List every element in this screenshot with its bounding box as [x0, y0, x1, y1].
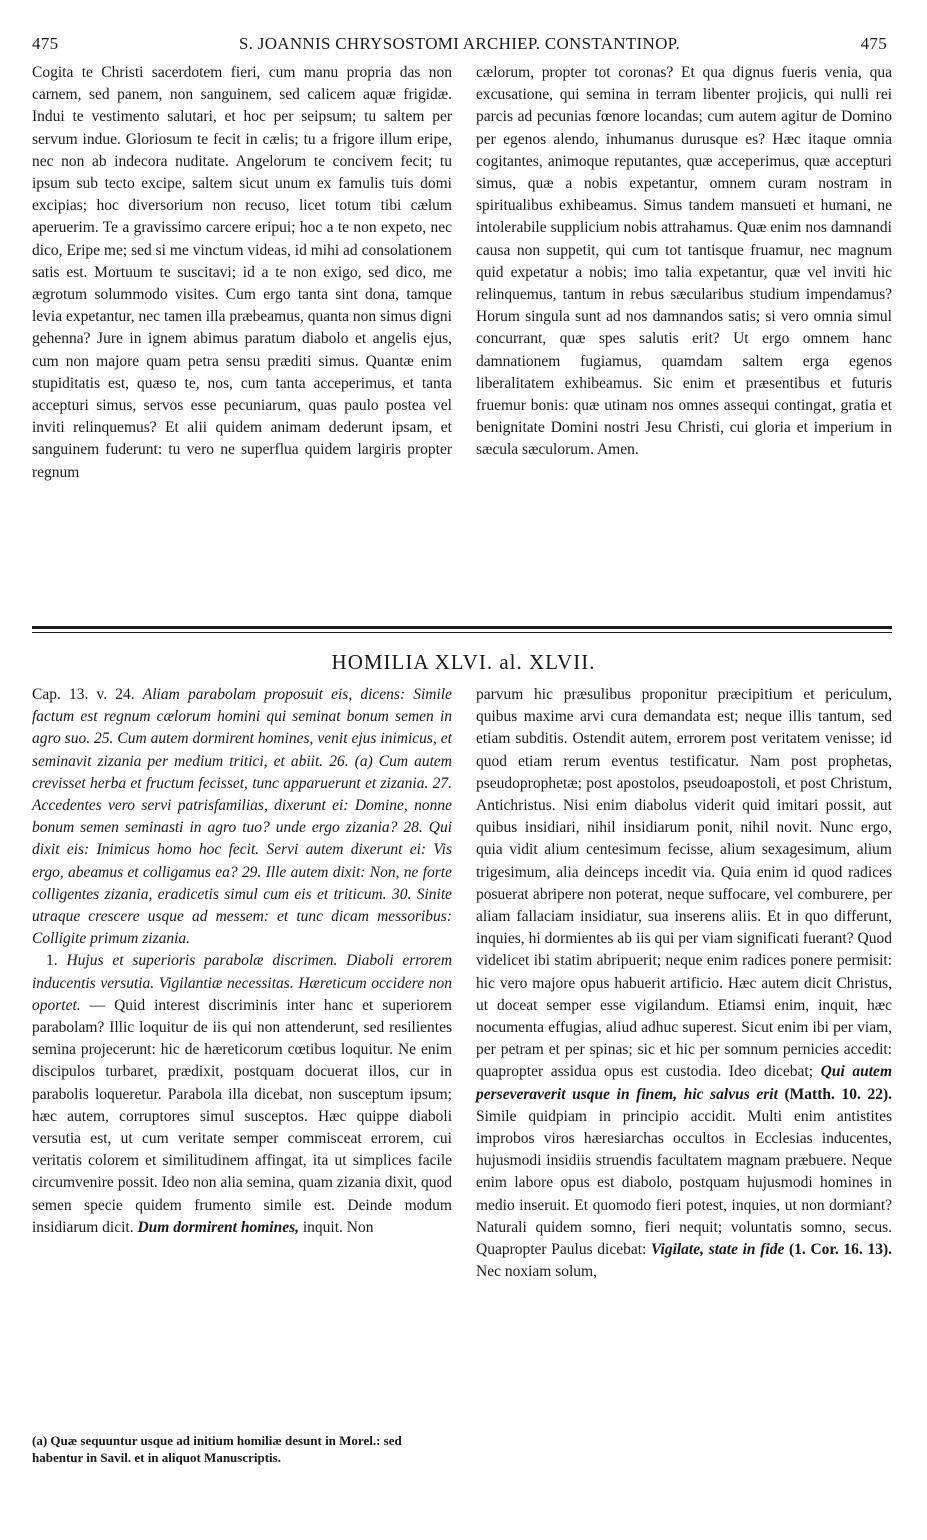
section-number: 1. [46, 952, 58, 970]
reference-matthew: (Matth. 10. 22). [784, 1085, 893, 1103]
section-body: — Quid interest discriminis inter hanc et superiorem parabolam? Illic loquitur de iis qui non attenderunt, sed resilientes semina projecerunt: hic de hæreticorum cœtibus loquitur. Ne enim discipulos turbaret, prædixit, postquam docuerat illos, cur in parabolis loqueretur. Parabola illa dicebat, non susceptum ipsum; hæc autem, corruptores simul susceptos. Hæc quippe diaboli versutia est, ut cum veritate semper commisceat errorem, cui veritatis colorem et similitudinem affingat, ita ut simplices facile circumvenire possit. Ideo non alia semina, quam zizania dixit, quod semen specie quidem frumento simile est. Deinde modum insidiarum dicit. [32, 996, 452, 1236]
page-number-left: 475 [32, 34, 59, 53]
bottom-right-column [476, 684, 892, 1283]
footnote: (a) Quæ sequuntur usque ad initium homiliæ desunt in Morel.: sed habentur in Savil. et in aliquot Manuscriptis. [32, 1433, 402, 1465]
reference-corinthians: (1. Cor. 16. 13). [789, 1241, 893, 1259]
section-divider [32, 626, 892, 629]
bottom-right-paragraph [476, 684, 892, 1283]
top-right-column [476, 62, 892, 462]
top-left-paragraph: Cogita te Christi sacerdotem fieri, cum manu propria das non carnem, sed panem, non sanguinem, sed calicem aquæ frigidæ. Indui te vestimento salutari, et hoc per seipsum; tu saltem per servum indue. Gloriosum te fecit in cælis; tu a frigore illum eripe, nec non ab indecora nuditate. Angelorum te concivem fecit; tu ipsum sub tecto excipe, saltem sicut unum ex famulis tuis domi excipias; hoc diversorium non recuso, licet totum tibi cælum aperuerim. Te a gravissimo carcere eripui; hoc a te non expeto, nec dico, Eripe me; sed si me vinctum videas, id mihi ad consolationem satis est. Mortuum te suscitavi; id a te non exigo, sed dico, me ægrotum solummodo visites. Cum ergo tanta sint dona, tamque levia expetantur, nec tamen illa præbeamus, quanta non simus digni gehenna? Jure in ignem abimus paratum diabolo et angelis ejus, cum non majore quam petra sensu præditi simus. Quantæ enim stupiditatis est, quæso te, nos, cum tanta acceperimus, et tanta accepturi simus, servos esse pecuniarum, quas paulo postea vel inviti relinquemus? Et alii quidem animam dederunt ipsam, et sanguinem fuderunt: tu vero ne superflua quidem largiris propter regnum [32, 64, 452, 481]
running-head [32, 34, 887, 56]
right-body-2: Simile quidpiam in principio accidit. Multi enim antistites improbos viros hæresiarchas occultos in Ecclesias inducentes, hujusmodi insidiis struendis facultatem magnam præbuere. Neque enim labore opus est diabolo, postquam hujusmodi homines in medio inseruit. Et quomodo fieri potest, inquies, ut non dormiant? Naturali quidem somno, fieri nequit; voluntatis somno, secus. Quapropter Paulus dicebat: [476, 1107, 892, 1259]
right-body-3: Nec noxiam solum, [476, 1263, 597, 1281]
right-body: parvum hic præsulibus proponitur præcipitium et periculum, quibus maxime arvi cura demandata est; neque illis tantum, sed etiam subditis. Ostendit autem, errorem post veritatem venisse; id quod etiam rerum eventus testificatur. Nam post prophetas, pseudoprophetæ; post apostolos, pseudoapostoli, et post Christum, Antichristus. Nisi enim diabolus viderit quid imitari possit, aut quibus insidiari, nihil insidiarum ponit, nihil novit. Nunc ergo, quia vidit alium centesimum fecisse, alium sexagesimum, alium trigesimum, alia deinceps incedit via. Quia enim id quod radices posuerat abripere non poterat, neque suffocare, vel comburere, per aliam fallaciam insidiatur, sua inserens aliis. Et in quo differunt, inquies, hi dormientes ab iis qui per viam significati fuerant? Quod videlicet ibi statim abripuerit; neque enim radices ponere permisit: hic vero majore opus habuerit artificio. Hæc autem dicit Christus, ut doceat semper esse vigilandum. Etiamsi enim, inquit, hæc nocumenta effugias, aliud adhuc superest. Sicut enim ibi per viam, per petram et per spinas; sic et hic per somnum pernicies accedit: quapropter assidua opus est custodia. Ideo dicebat; [476, 686, 892, 1081]
top-right-paragraph: cælorum, propter tot coronas? Et qua dignus fueris venia, qua excusatione, qui semina in terram libenter projicis, qui nulli rei parcis ad pecunias fœnore locandas; cum autem agitur de Domino per egenos alendo, inhumanus durusque es? Hæc itaque omnia cogitantes, animoque reputantes, quæ acceperimus, quæ accepturi simus, quæ a nobis expetantur, omnem curam nostram in spiritualibus exhibeamus. Simus tandem mansueti et humani, ne intolerabile supplicium nobis attrahamus. Quæ enim nos damnandi causa non suppetit, qui cum tot tantisque fruamur, nec magnum quid expetatur a nobis; imo talia expetantur, quæ vel inviti hic relinquemus, tantum in rebus sæcularibus studium impendamus? Horum singula sunt ad nos damnandos satis; si vero omnia simul concurrant, quæ spes salutis erit? Ut ergo omnem hanc damnationem fugiamus, quamdam saltem erga egenos liberalitatem exhibeamus. Sic enim et præsentibus et futuris fruemur bonis: quæ utinam nos omnes assequi contingat, gratia et benignitate Domini nostri Jesu Christi, cui gloria et imperium in sæcula sæculorum. Amen. [476, 64, 892, 459]
scripture-passage [32, 684, 452, 950]
section-summary [32, 950, 452, 1239]
chapter-verse-label: Cap. 13. v. 24. [32, 686, 135, 703]
scripture-text: Aliam parabolam proposuit eis, dicens: Simile factum est regnum cælorum homini qui seminat bonum semen in agro suo. 25. Cum autem dormirent homines, venit ejus inimicus, et seminavit zizania per medium tritici, et abiit. 26. (a) Cum autem crevisset herba et fructum fecisset, tunc apparuerunt et zizania. 27. Accedentes vero servi patrisfamilias, dixerunt ei: Domine, nonne bonum semen seminasti in agro tuo? unde ergo zizania? 28. Qui dixit eis: Inimicus homo hoc fecit. Servi autem dixerunt ei: Vis ergo, abeamus et colligamus ea? 29. Ille autem dixit: Non, ne forte colligentes zizania, eradicetis simul cum eis et triticum. 30. Sinite utraque crescere usque ad messem: et tunc dicam messoribus: Colligite primum zizania. [32, 686, 452, 948]
body-tail: inquit. Non [302, 1218, 374, 1236]
quote-corinthians: Vigilate, state in fide [651, 1241, 785, 1259]
quote-matthew: Qui autem perseveraverit usque in finem, hic salvus erit [476, 1063, 892, 1103]
section-heading: Hujus et superioris parabolæ discrimen. Diaboli errorem inducentis versutia. Vigilantiæ necessitas. Hæreticum occidere non oportet. [32, 952, 453, 1014]
running-title: S. JOANNIS CHRYSOSTOMI ARCHIEP. CONSTANTINOP. [238, 34, 681, 53]
section-divider-thin [32, 632, 892, 633]
homily-title: HOMILIA XLVI. al. XLVII. [331, 650, 596, 674]
page-number-right: 475 [860, 34, 887, 53]
body-italic-quote: Dum dormirent homines, [137, 1218, 299, 1236]
bottom-left-column [32, 684, 452, 1239]
top-left-column [32, 62, 452, 484]
